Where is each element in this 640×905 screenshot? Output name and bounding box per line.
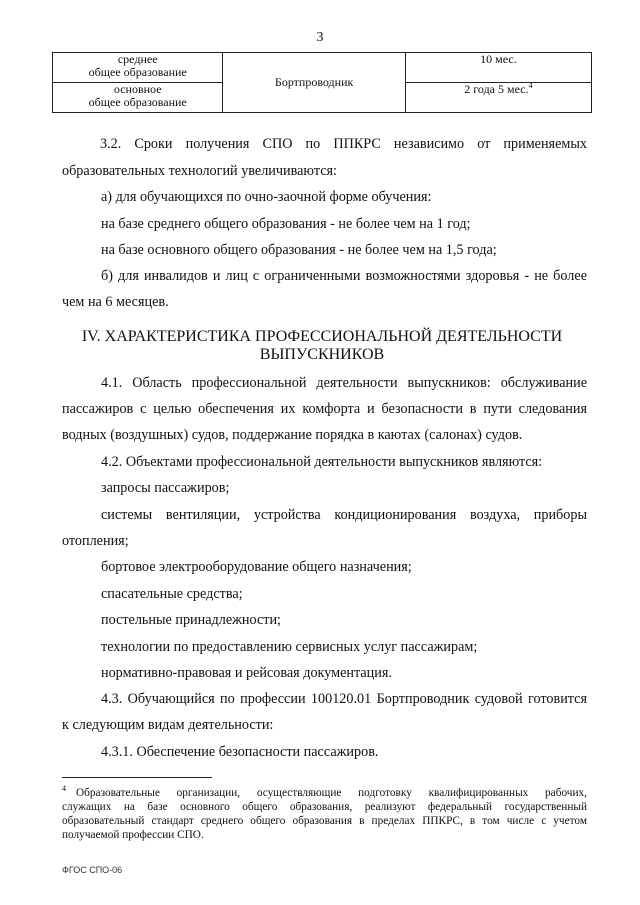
page-number: 3 bbox=[316, 30, 324, 45]
document-footer: ФГОС СПО-06 bbox=[62, 865, 123, 875]
cell-text bbox=[406, 83, 591, 96]
table-cell bbox=[53, 83, 223, 113]
footnote-separator bbox=[62, 777, 212, 778]
paragraph-line: а) для обучающихся по очно-заочной форме обучения: bbox=[101, 189, 432, 205]
footnote-line: служащих на базе основного общего образования, реализуют федеральный государственный bbox=[62, 801, 587, 813]
section-heading: IV. ХАРАКТЕРИСТИКА ПРОФЕССИОНАЛЬНОЙ ДЕЯТЕЛЬНОСТИ bbox=[81, 328, 563, 345]
cell-text: среднее bbox=[117, 52, 158, 66]
paragraph-line: образовательных технологий увеличиваются: bbox=[62, 163, 337, 179]
paragraph-line: на базе среднего общего образования - не более чем на 1 год; bbox=[101, 216, 471, 232]
paragraph-line: бортовое электрооборудование общего назначения; bbox=[101, 559, 412, 575]
paragraph-line: системы вентиляции, устройства кондиционирования воздуха, приборы bbox=[101, 507, 587, 523]
footnote-ref: 4 bbox=[528, 81, 533, 90]
paragraph-line: 3.2. Сроки получения СПО по ППКРС независимо от применяемых bbox=[100, 136, 587, 152]
cell-text: общее образование bbox=[88, 95, 187, 109]
footnote-line: получаемой профессии СПО. bbox=[62, 829, 204, 841]
paragraph-line: на базе основного общего образования - не более чем на 1,5 года; bbox=[101, 242, 497, 258]
paragraph-line: спасательные средства; bbox=[101, 586, 243, 602]
footnote-line: Образовательные организации, осуществляющие подготовку квалифицированных рабочих, bbox=[76, 787, 587, 799]
table-cell bbox=[405, 83, 591, 113]
paragraph-line: 4.3. Обучающийся по профессии 100120.01 Бортпроводник судовой готовится bbox=[101, 691, 587, 707]
table-row bbox=[53, 53, 592, 83]
paragraph-line: отопления; bbox=[62, 533, 129, 549]
cell-value: 2 года 5 мес. bbox=[464, 82, 529, 96]
paragraph-line: 4.1. Область профессиональной деятельности выпускников: обслуживание bbox=[101, 375, 587, 391]
footnote-marker: 4 bbox=[62, 784, 66, 793]
paragraph-line: 4.2. Объектами профессиональной деятельности выпускников являются: bbox=[101, 454, 543, 470]
paragraph-line: к следующим видам деятельности: bbox=[62, 717, 274, 733]
paragraph-line: запросы пассажиров; bbox=[101, 480, 230, 496]
table-cell bbox=[223, 53, 405, 113]
cell-text: общее образование bbox=[88, 65, 187, 79]
paragraph-line: постельные принадлежности; bbox=[101, 612, 281, 628]
footnote-line: образовательный стандарт среднего общего образования в пределах ППКРС, в том числе с учетом bbox=[62, 815, 587, 827]
table-cell bbox=[405, 53, 591, 83]
paragraph-line: 4.3.1. Обеспечение безопасности пассажиров. bbox=[101, 744, 379, 760]
paragraph-line: нормативно-правовая и рейсовая документация. bbox=[101, 665, 392, 681]
paragraph-line: пассажиров с целью обеспечения их комфорта и безопасности в пути следования bbox=[62, 401, 587, 417]
table-cell bbox=[53, 53, 223, 83]
paragraph-line: чем на 6 месяцев. bbox=[62, 294, 169, 310]
cell-text: 10 мес. bbox=[480, 52, 517, 66]
paragraph-line: б) для инвалидов и лиц с ограниченными возможностями здоровья - не более bbox=[101, 268, 587, 284]
paragraph-line: технологии по предоставлению сервисных услуг пассажирам; bbox=[101, 639, 478, 655]
paragraph-line: водных (воздушных) судов, поддержание порядка в каютах (салонах) судов. bbox=[62, 427, 523, 443]
duration-table bbox=[52, 52, 592, 113]
cell-text: Бортпроводник bbox=[274, 75, 354, 89]
section-heading: ВЫПУСКНИКОВ bbox=[259, 346, 385, 363]
cell-text: основное bbox=[113, 82, 162, 96]
